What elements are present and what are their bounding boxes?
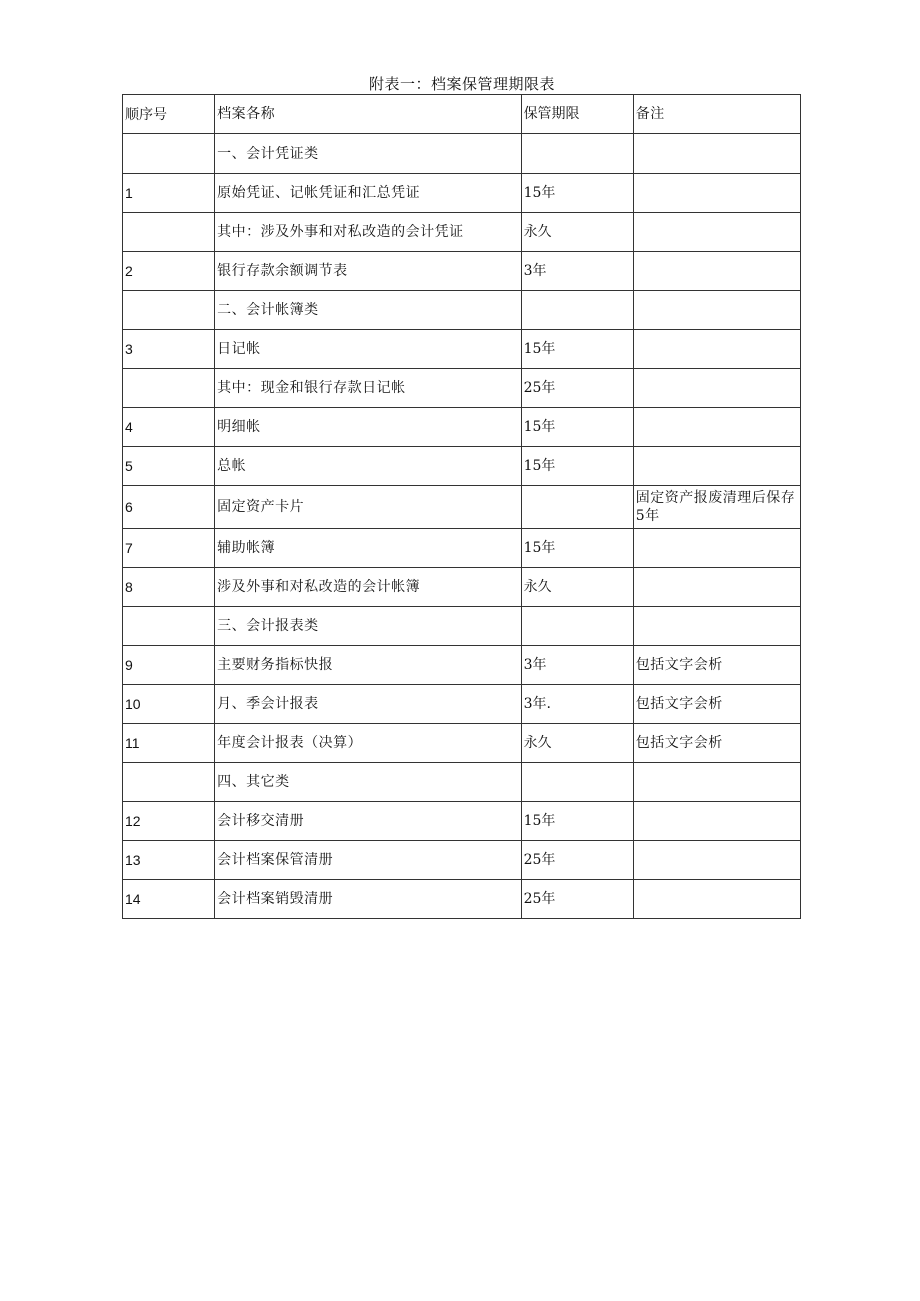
cell-name: 辅助帐簿 [215, 529, 521, 568]
cell-note [633, 369, 800, 408]
cell-number: 7 [123, 529, 215, 568]
cell-period [521, 486, 633, 529]
page-title: 附表一：档案保管理期限表 [368, 75, 555, 93]
table-row [123, 369, 801, 408]
cell-period: 15年 [521, 802, 633, 841]
cell-name: 会计档案销毁清册 [215, 880, 521, 919]
cell-period: 永久 [521, 724, 633, 763]
cell-number [123, 134, 215, 174]
cell-number: 14 [123, 880, 215, 919]
cell-note [633, 763, 800, 802]
cell-number [123, 369, 215, 408]
cell-period: 25年 [521, 880, 633, 919]
cell-name: 明细帐 [215, 408, 521, 447]
cell-name: 原始凭证、记帐凭证和汇总凭证 [215, 174, 521, 213]
table-row [123, 568, 801, 607]
cell-note: 包括文字会析 [633, 685, 800, 724]
cell-note [633, 252, 800, 291]
cell-number: 3 [123, 330, 215, 369]
cell-note [633, 529, 800, 568]
cell-name: 会计移交清册 [215, 802, 521, 841]
cell-note [633, 174, 800, 213]
cell-name: 会计档案保管清册 [215, 841, 521, 880]
cell-number: 12 [123, 802, 215, 841]
table-header-row [123, 95, 801, 134]
cell-note [633, 841, 800, 880]
cell-note [633, 213, 800, 252]
cell-number: 10 [123, 685, 215, 724]
cell-number: 11 [123, 724, 215, 763]
cell-number [123, 763, 215, 802]
header-period: 保管期限 [521, 95, 633, 134]
table-row [123, 529, 801, 568]
cell-period: 25年 [521, 841, 633, 880]
table-row [123, 763, 801, 802]
table-row [123, 841, 801, 880]
cell-period [521, 134, 633, 174]
table-row [123, 880, 801, 919]
cell-name: 一、会计凭证类 [215, 134, 521, 174]
cell-name: 三、会计报表类 [215, 607, 521, 646]
table-row [123, 607, 801, 646]
header-number: 顺序号 [123, 95, 215, 134]
cell-note [633, 607, 800, 646]
table-row [123, 330, 801, 369]
table-row [123, 252, 801, 291]
table-row [123, 174, 801, 213]
table-row [123, 724, 801, 763]
cell-period: 永久 [521, 213, 633, 252]
cell-note [633, 291, 800, 330]
cell-period: 3年. [521, 685, 633, 724]
cell-name: 二、会计帐簿类 [215, 291, 521, 330]
cell-number [123, 213, 215, 252]
cell-name: 四、其它类 [215, 763, 521, 802]
cell-name: 涉及外事和对私改造的会计帐簿 [215, 568, 521, 607]
cell-number: 2 [123, 252, 215, 291]
cell-note: 包括文字会析 [633, 646, 800, 685]
cell-name: 其中：涉及外事和对私改造的会计凭证 [215, 213, 521, 252]
table-row [123, 802, 801, 841]
cell-period: 3年 [521, 646, 633, 685]
table-row [123, 685, 801, 724]
cell-number [123, 291, 215, 330]
cell-name: 总帐 [215, 447, 521, 486]
cell-period: 15年 [521, 174, 633, 213]
table-row [123, 291, 801, 330]
cell-period [521, 763, 633, 802]
cell-period: 15年 [521, 330, 633, 369]
cell-period: 15年 [521, 408, 633, 447]
cell-period [521, 291, 633, 330]
cell-number: 9 [123, 646, 215, 685]
header-name: 档案各称 [215, 95, 521, 134]
table-row [123, 213, 801, 252]
header-note: 备注 [633, 95, 800, 134]
cell-period: 25年 [521, 369, 633, 408]
table-row [123, 134, 801, 174]
cell-period: 3年 [521, 252, 633, 291]
cell-number: 4 [123, 408, 215, 447]
cell-period: 永久 [521, 568, 633, 607]
cell-number: 8 [123, 568, 215, 607]
cell-note [633, 408, 800, 447]
cell-note [633, 330, 800, 369]
cell-name: 日记帐 [215, 330, 521, 369]
cell-period: 15年 [521, 447, 633, 486]
cell-number: 6 [123, 486, 215, 529]
table-row [123, 447, 801, 486]
cell-number: 5 [123, 447, 215, 486]
cell-name: 主要财务指标快报 [215, 646, 521, 685]
table-row [123, 408, 801, 447]
cell-note [633, 568, 800, 607]
cell-note [633, 134, 800, 174]
cell-note [633, 447, 800, 486]
cell-number: 1 [123, 174, 215, 213]
cell-number: 13 [123, 841, 215, 880]
table-row [123, 486, 801, 529]
cell-period: 15年 [521, 529, 633, 568]
cell-name: 其中：现金和银行存款日记帐 [215, 369, 521, 408]
table-row [123, 646, 801, 685]
cell-number [123, 607, 215, 646]
cell-name: 月、季会计报表 [215, 685, 521, 724]
cell-name: 固定资产卡片 [215, 486, 521, 529]
cell-note: 包括文字会析 [633, 724, 800, 763]
cell-name: 银行存款余额调节表 [215, 252, 521, 291]
cell-note [633, 802, 800, 841]
cell-note [633, 880, 800, 919]
archive-retention-table [122, 94, 801, 919]
cell-note: 固定资产报废清理后保存5年 [633, 486, 800, 529]
cell-period [521, 607, 633, 646]
cell-name: 年度会计报表（决算） [215, 724, 521, 763]
